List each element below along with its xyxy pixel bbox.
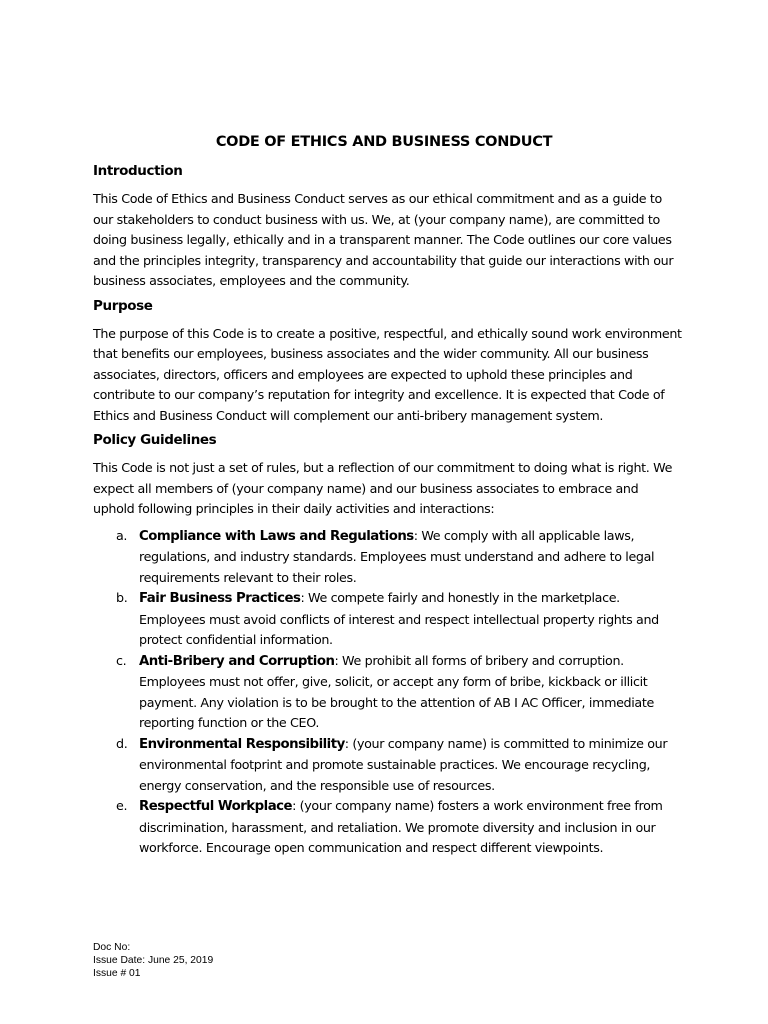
list-item-compliance (93, 526, 683, 589)
list-item-anti-bribery (93, 651, 683, 734)
list-item-term: Environmental Responsibility (139, 736, 345, 752)
footer-issue-date: Issue Date: June 25, 2019 (93, 955, 214, 966)
list-item-term: Compliance with Laws and Regulations (139, 528, 414, 544)
list-marker: c. (116, 652, 127, 668)
introduction-heading: Introduction (93, 163, 183, 179)
document-body (93, 163, 683, 859)
list-item-environmental (93, 734, 683, 797)
list-item-text: : (your company name) is committed to minimize our environmental footprint and promote sustainable practices. We encourage recycling, energy conservation, and the responsible use of resources. (139, 735, 668, 793)
list-marker: b. (116, 590, 128, 605)
list-marker: d. (116, 735, 128, 751)
list-item-term: Respectful Workplace (139, 799, 293, 814)
footer-issue-number: Issue # 01 (93, 968, 141, 979)
policy-guidelines-heading: Policy Guidelines (93, 432, 217, 448)
footer-doc-no: Doc No: (93, 942, 131, 953)
list-item-fair-business (93, 588, 683, 651)
list-item-term: Fair Business Practices (139, 591, 301, 606)
list-item-text: : We prohibit all forms of bribery and corruption. Employees must not offer, give, solicit, or accept any form of bribe, kickback or illicit payment. Any violation is to be brought to the attention of AB I AC Officer, immediate reporting function or the CEO. (139, 652, 654, 730)
list-marker: e. (116, 798, 128, 813)
policy-guidelines-list (93, 526, 683, 859)
document-footer (93, 941, 213, 980)
policy-guidelines-intro: This Code is not just a set of rules, but a reflection of our commitment to doing what is right. We expect all members of (your company name) and our business associates to embrace and uphold following principles in their daily activities and interactions: (93, 460, 673, 516)
purpose-heading: Purpose (93, 297, 153, 314)
introduction-paragraph: This Code of Ethics and Business Conduct serves as our ethical commitment and as a guide to our stakeholders to conduct business with us. We, at (your company name), are committed to doing business legally, ethically and in a transparent manner. The Code outlines our core values and the principles integrity, transparency and accountability that guide our interactions with our business associates, employees and the community. (93, 191, 674, 288)
list-marker: a. (116, 527, 128, 543)
list-item-text: : (your company name) fosters a work environment free from discrimination, harassment, and retaliation. We promote diversity and inclusion in our workforce. Encourage open communication and respect different viewpoints. (139, 798, 663, 855)
document-title: CODE OF ETHICS AND BUSINESS CONDUCT (215, 134, 553, 150)
list-item-text: : We compete fairly and honestly in the marketplace. Employees must avoid conflicts of interest and respect intellectual property rights and protect confidential information. (139, 590, 659, 647)
list-item-term: Anti-Bribery and Corruption (139, 653, 335, 669)
purpose-paragraph: The purpose of this Code is to create a positive, respectful, and ethically sound work environment that benefits our employees, business associates and the wider community. All our business associates, directors, officers and employees are expected to uphold these principles and contribute to our company’s reputation for integrity and excellence. It is expected that Code of Ethics and Business Conduct will complement our anti-bribery management system. (93, 325, 682, 423)
list-item-text: : We comply with all applicable laws, regulations, and industry standards. Employees must understand and adhere to legal requirements relevant to their roles. (139, 527, 655, 585)
list-item-respectful-workplace (93, 796, 683, 859)
